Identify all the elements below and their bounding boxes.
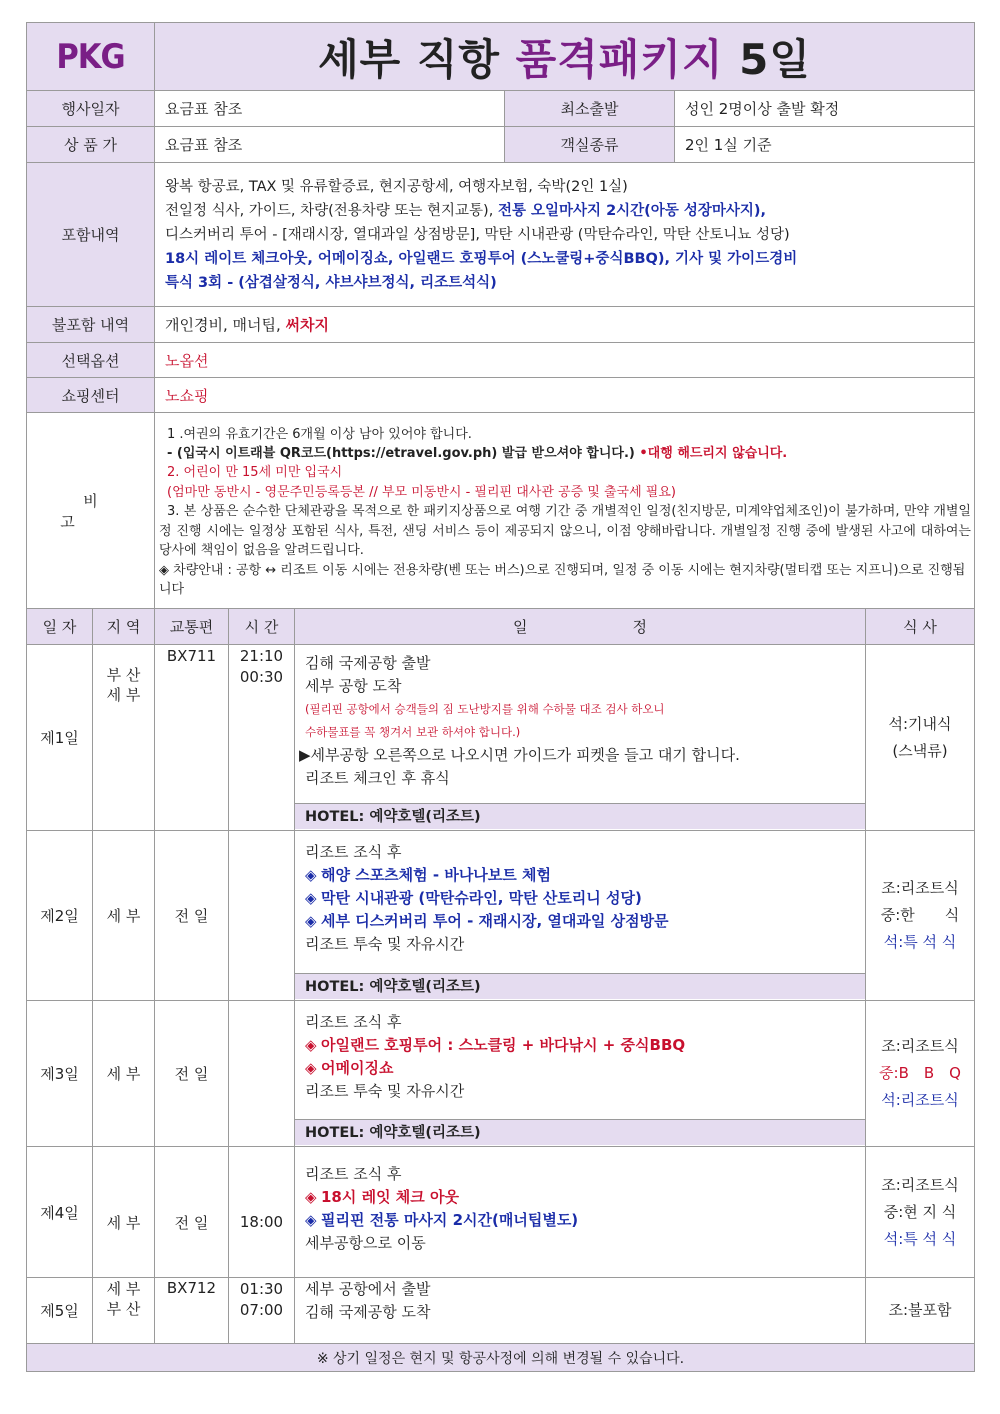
schedule-line: 세부 공항 도착	[305, 677, 402, 695]
schedule-line: 리조트 조식 후	[305, 1013, 402, 1031]
remark-line: - (입국시 이트래블 QR코드(https://etravel.gov.ph) 발급 받으셔야 합니다.) •대행 해드리지 않습니다.	[167, 446, 788, 462]
day-row	[27, 1001, 975, 1147]
schedule-line: 리조트 조식 후	[305, 1165, 402, 1183]
min-departure-value: 성인 2명이상 출발 확정	[675, 91, 975, 127]
hotel-info: HOTEL: 예약호텔(리조트)	[295, 1119, 865, 1145]
meal-cell: 조:불포함	[866, 1278, 975, 1344]
schedule-line: 세부 공항에서 출발	[305, 1280, 431, 1298]
meal-cell: 조:리조트식 중:한 식 석:특 석 식	[866, 831, 975, 1001]
page-title	[155, 23, 975, 91]
flight-number: BX711	[155, 645, 229, 831]
meal-cell: 조:리조트식 중:B B Q 석:리조트식	[866, 1001, 975, 1147]
time-cell: 01:30 07:00	[229, 1278, 295, 1344]
footer-note: ※ 상기 일정은 현지 및 항공사정에 의해 변경될 수 있습니다.	[27, 1344, 975, 1372]
col-schedule: 일 정	[295, 609, 866, 645]
massage-highlight: 전통 오일마사지 2시간(아동 성장마사지),	[497, 202, 767, 219]
schedule-cell	[295, 831, 866, 1001]
schedule-cell	[295, 645, 866, 831]
hotel-info: HOTEL: 예약호텔(리조트)	[295, 803, 865, 829]
diamond-bullet-icon: ◈	[305, 889, 317, 907]
room-type-label: 객실종류	[505, 127, 675, 163]
price-label: 상 품 가	[27, 127, 155, 163]
transport-cell: 전 일	[155, 1147, 229, 1278]
schedule-line: 리조트 조식 후	[305, 843, 402, 861]
day-label: 제2일	[27, 831, 93, 1001]
diamond-bullet-icon: ◈	[305, 866, 317, 884]
remark-line: 3. 본 상품은 순수한 단체관광을 목적으로 한 패키지상품으로 여행 기간 중 개별적인 일정(친지방문, 미계약업체조인)이 불가하며, 만약 개별일정 진행 시에는 일정상 포함된 식사, 특전, 샌딩 서비스 등이 제공되지 않으니, 이점 양해바랍니다. 개별일정 진행 중에 발생된 사고에 대하여는 당사에 책임이 없음을 알려드립니다.	[159, 504, 971, 559]
inclusion-line: 디스커버리 투어 - [재래시장, 열대과일 상점방문], 막탄 시내관광 (막탄슈라인, 막탄 산토니뇨 성당)	[165, 226, 790, 243]
region-cell: 세 부 부 산	[93, 1278, 155, 1344]
itinerary-sheet	[26, 22, 974, 1372]
col-region: 지 역	[93, 609, 155, 645]
remarks-value	[155, 413, 975, 609]
time-cell	[229, 1001, 295, 1147]
schedule-line: 리조트 체크인 후 휴식	[305, 769, 450, 787]
title-banner	[26, 22, 975, 91]
tour-date-value: 요금표 참조	[155, 91, 505, 127]
schedule-note: (필리핀 공항에서 승객들의 짐 도난방지를 위해 수하물 대조 검사 하오니	[305, 702, 665, 716]
inclusions-value	[155, 163, 975, 307]
inclusion-line: 전일정 식사, 가이드, 차량(전용차량 또는 현지교통), 전통 오일마사지 2시간(아동 성장마사지),	[165, 202, 767, 219]
schedule-note: 수하물표를 꼭 챙겨서 보관 하셔야 합니다.)	[305, 725, 521, 739]
meal-cell: 석:기내식 (스낵류)	[866, 645, 975, 831]
remark-line: (엄마만 동반시 - 영문주민등록등본 // 부모 미동반시 - 필리핀 대사관 공증 및 출국세 필요)	[167, 484, 676, 500]
schedule-line: ◈ 아일랜드 호핑투어 : 스노클링 + 바다낚시 + 중식BBQ	[305, 1034, 855, 1057]
details-table	[26, 162, 975, 609]
shopping-label: 쇼핑센터	[27, 378, 155, 413]
title-days: 5일	[739, 34, 811, 84]
region-cell: 부 산 세 부	[93, 645, 155, 831]
time-cell: 21:10 00:30	[229, 645, 295, 831]
schedule-table	[26, 608, 975, 1372]
inclusion-line: 특식 3회 - (삼겹살정식, 샤브샤브정식, 리조트석식)	[165, 274, 497, 291]
price-value: 요금표 참조	[155, 127, 505, 163]
remark-line: 1 .여권의 유효기간은 6개월 이상 남아 있어야 합니다.	[167, 426, 472, 442]
day-label: 제4일	[27, 1147, 93, 1278]
region-cell: 세 부	[93, 831, 155, 1001]
day-row	[27, 831, 975, 1001]
options-value: 노옵션	[155, 343, 975, 378]
inclusion-line: 18시 레이트 체크아웃, 어메이징쇼, 아일랜드 호핑투어 (스노쿨링+중식BBQ), 기사 및 가이드경비	[165, 250, 798, 267]
remarks-label: 비 고	[27, 413, 155, 609]
schedule-line: ◈ 세부 디스커버리 투어 - 재래시장, 열대과일 상점방문	[305, 910, 855, 933]
day-row	[27, 1147, 975, 1278]
region-cell: 세 부	[93, 1147, 155, 1278]
diamond-bullet-icon: ◈	[305, 1188, 317, 1206]
exclusions-value: 개인경비, 매너팁, 써차지	[155, 307, 975, 343]
transport-cell: 전 일	[155, 831, 229, 1001]
inclusions-label: 포함내역	[27, 163, 155, 307]
region-cell: 세 부	[93, 1001, 155, 1147]
pkg-logo: PKG	[27, 23, 155, 91]
schedule-line: 리조트 투숙 및 자유시간	[305, 935, 465, 953]
hotel-info: HOTEL: 예약호텔(리조트)	[295, 973, 865, 999]
min-departure-label: 최소출발	[505, 91, 675, 127]
schedule-cell	[295, 1278, 866, 1344]
schedule-cell	[295, 1001, 866, 1147]
schedule-line: ◈ 필리핀 전통 마사지 2시간(매너팁별도)	[305, 1209, 855, 1232]
meal-cell: 조:리조트식 중:현 지 식 석:특 석 식	[866, 1147, 975, 1278]
schedule-line: ◈ 해양 스포츠체험 - 바나나보트 체험	[305, 864, 855, 887]
diamond-bullet-icon: ◈	[305, 1036, 317, 1054]
time-cell: 18:00	[229, 1147, 295, 1278]
room-type-value: 2인 1실 기준	[675, 127, 975, 163]
time-cell	[229, 831, 295, 1001]
day-row	[27, 645, 975, 831]
shopping-value: 노쇼핑	[155, 378, 975, 413]
schedule-line: ◈ 막탄 시내관광 (막탄슈라인, 막탄 산토리니 성당)	[305, 887, 855, 910]
schedule-line: ▶세부공항 오른쪽으로 나오시면 가이드가 피켓을 들고 대기 합니다.	[299, 746, 740, 764]
col-meal: 식 사	[866, 609, 975, 645]
day-row	[27, 1278, 975, 1344]
schedule-line: ◈ 어메이징쇼	[305, 1057, 855, 1080]
schedule-line: 김해 국제공항 출발	[305, 654, 431, 672]
exclusions-label: 불포함 내역	[27, 307, 155, 343]
schedule-line: ◈ 18시 레잇 체크 아웃	[305, 1186, 855, 1209]
title-main: 세부 직항	[318, 34, 500, 84]
col-day: 일 자	[27, 609, 93, 645]
inclusion-line: 왕복 항공료, TAX 및 유류할증료, 현지공항세, 여행자보험, 숙박(2인 1실)	[165, 178, 628, 195]
schedule-line: 세부공항으로 이동	[305, 1234, 426, 1252]
day-label: 제5일	[27, 1278, 93, 1344]
diamond-bullet-icon: ◈	[305, 1059, 317, 1077]
tour-date-label: 행사일자	[27, 91, 155, 127]
flight-number: BX712	[155, 1278, 229, 1344]
day-label: 제3일	[27, 1001, 93, 1147]
diamond-bullet-icon: ◈	[305, 912, 317, 930]
remark-line: ◈ 차량안내 : 공항 ↔ 리조트 이동 시에는 전용차량(벤 또는 버스)으로 진행되며, 일정 중 이동 시에는 현지차량(멀티캡 또는 지프니)으로 진행됩니다	[159, 562, 966, 597]
info-table	[26, 90, 975, 163]
schedule-cell	[295, 1147, 866, 1278]
col-transport: 교통편	[155, 609, 229, 645]
surcharge-text: 써차지	[285, 316, 329, 334]
options-label: 선택옵션	[27, 343, 155, 378]
day-label: 제1일	[27, 645, 93, 831]
title-highlight: 품격패키지	[515, 34, 724, 84]
transport-cell: 전 일	[155, 1001, 229, 1147]
col-time: 시 간	[229, 609, 295, 645]
remark-line: 2. 어린이 만 15세 미만 입국시	[167, 465, 343, 481]
diamond-bullet-icon: ◈	[305, 1211, 317, 1229]
schedule-line: 김해 국제공항 도착	[305, 1303, 431, 1321]
schedule-line: 리조트 투숙 및 자유시간	[305, 1082, 465, 1100]
